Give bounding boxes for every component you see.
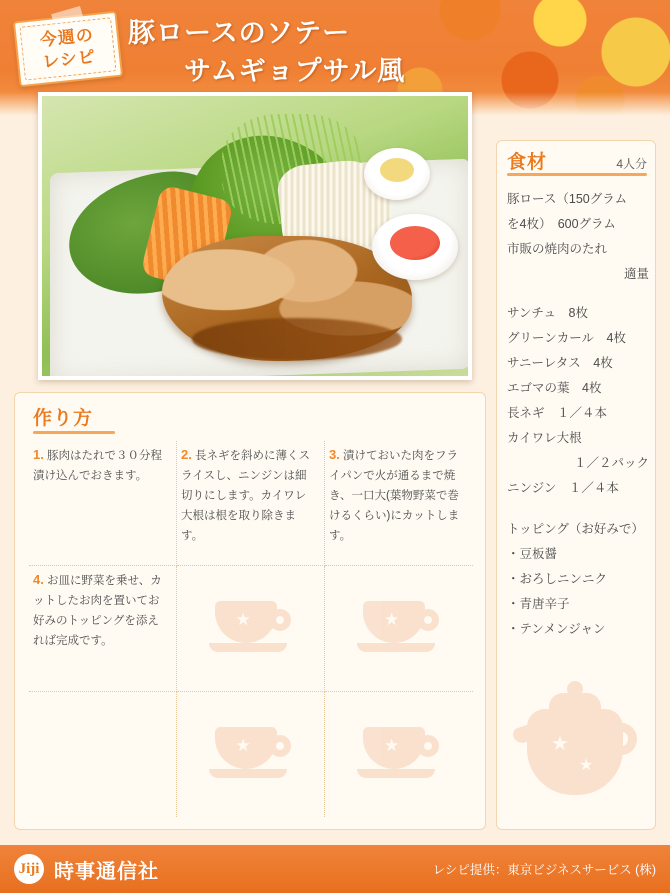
- ingredient-line: 長ネギ １／４本: [507, 406, 608, 420]
- page-title: [128, 14, 648, 90]
- company-logo-icon: Jiji: [14, 854, 44, 884]
- teacup-icon: [209, 727, 293, 781]
- ingredients-header: [507, 147, 647, 174]
- topping-item: ・青唐辛子: [507, 597, 570, 611]
- ingredient-line: グリーンカール 4枚: [507, 331, 626, 345]
- ingredient-line: サンチュ 8枚: [507, 306, 588, 320]
- step-number: 2.: [181, 447, 192, 462]
- decoration-cell: [177, 692, 325, 817]
- step-number: 1.: [33, 447, 44, 462]
- page-footer: [0, 845, 670, 893]
- badge-line2: レシピ: [41, 47, 97, 72]
- ingredients-panel: [496, 140, 656, 830]
- company-name: 時事通信社: [54, 860, 159, 883]
- star-icon: ★: [551, 733, 569, 755]
- star-icon: ★: [384, 610, 400, 630]
- ingredient-line: 豚ロース（150グラム: [507, 192, 628, 206]
- topping-item: ・テンメンジャン: [507, 622, 606, 636]
- step-body: 豚肉はたれで３０分程漬け込んでおきます。: [33, 450, 163, 482]
- steps-grid: [29, 441, 473, 817]
- ingredients-heading: 食材: [507, 152, 548, 173]
- ingredients-list: [507, 187, 649, 642]
- star-icon: ★: [235, 610, 251, 630]
- ingredient-line: 適量: [623, 267, 649, 281]
- ingredient-line: カイワレ大根: [507, 431, 582, 445]
- decoration-cell: [29, 692, 177, 817]
- servings-label: 4人分: [616, 157, 647, 171]
- decoration-cell: [177, 566, 325, 691]
- teapot-icon: [515, 679, 639, 811]
- steps-panel: [14, 392, 486, 830]
- teacup-icon: [357, 727, 441, 781]
- step-body: お皿に野菜を乗せ、カットしたお肉を置いてお好みのトッピングを添えれば完成です。: [33, 575, 162, 648]
- teacup-icon: [209, 601, 293, 655]
- weekly-recipe-badge: [13, 11, 123, 88]
- sauce-bowl-yellow: [364, 148, 430, 200]
- star-icon: ★: [384, 736, 400, 756]
- topping-item: ・おろしニンニク: [507, 572, 608, 586]
- step-text: [181, 445, 314, 546]
- badge-inner: [19, 17, 116, 80]
- steps-heading: 作り方: [33, 408, 94, 429]
- step-text: [329, 445, 463, 546]
- step-cell: [177, 441, 325, 566]
- step-cell: [29, 441, 177, 566]
- decoration-cell: [325, 692, 473, 817]
- decoration-cell: [325, 566, 473, 691]
- teacup-icon: [357, 601, 441, 655]
- ingredient-line: サニーレタス 4枚: [507, 356, 613, 370]
- step-text: [33, 570, 166, 651]
- steps-heading-underline: [33, 431, 115, 434]
- step-number: 4.: [33, 572, 44, 588]
- topping-title: トッピング（お好みで）: [507, 522, 644, 536]
- badge-line1: 今週の: [38, 25, 95, 50]
- step-body: 漬けておいた肉をフライパンで火が通るまで焼き、一口大(葉物野菜で巻けるくらい)にカットします。: [329, 450, 460, 542]
- step-text: [33, 445, 166, 486]
- topping-item: ・豆板醤: [507, 547, 558, 561]
- recipe-photo: [38, 92, 472, 380]
- ingredient-line: エゴマの葉 4枚: [507, 381, 602, 395]
- ingredients-heading-underline: [507, 173, 647, 176]
- ingredient-line: ニンジン １／４本: [507, 481, 619, 495]
- spacer: [507, 501, 649, 515]
- step-cell: [325, 441, 473, 566]
- spacer: [507, 287, 649, 301]
- star-icon: ★: [579, 757, 594, 774]
- title-line-2: サムギョプサル風: [184, 56, 406, 86]
- ingredient-line: を4枚） 600グラム: [507, 217, 616, 231]
- step-body: 長ネギを斜めに薄くスライスし、ニンジンは細切りにします。カイワレ大根は根を取り除きます。: [181, 450, 311, 542]
- sauce-pool: [192, 318, 402, 360]
- sauce-bowl-red: [372, 214, 458, 280]
- ingredient-line: １／２パック: [573, 456, 649, 470]
- title-line-1: 豚ロースのソテー: [128, 18, 351, 48]
- step-cell: [29, 566, 177, 691]
- recipe-credit: レシピ提供：東京ビジネスサービス (株): [432, 863, 656, 877]
- star-icon: ★: [235, 736, 251, 756]
- step-number: 3.: [329, 447, 340, 462]
- ingredient-line: 市販の焼肉のたれ: [507, 242, 608, 256]
